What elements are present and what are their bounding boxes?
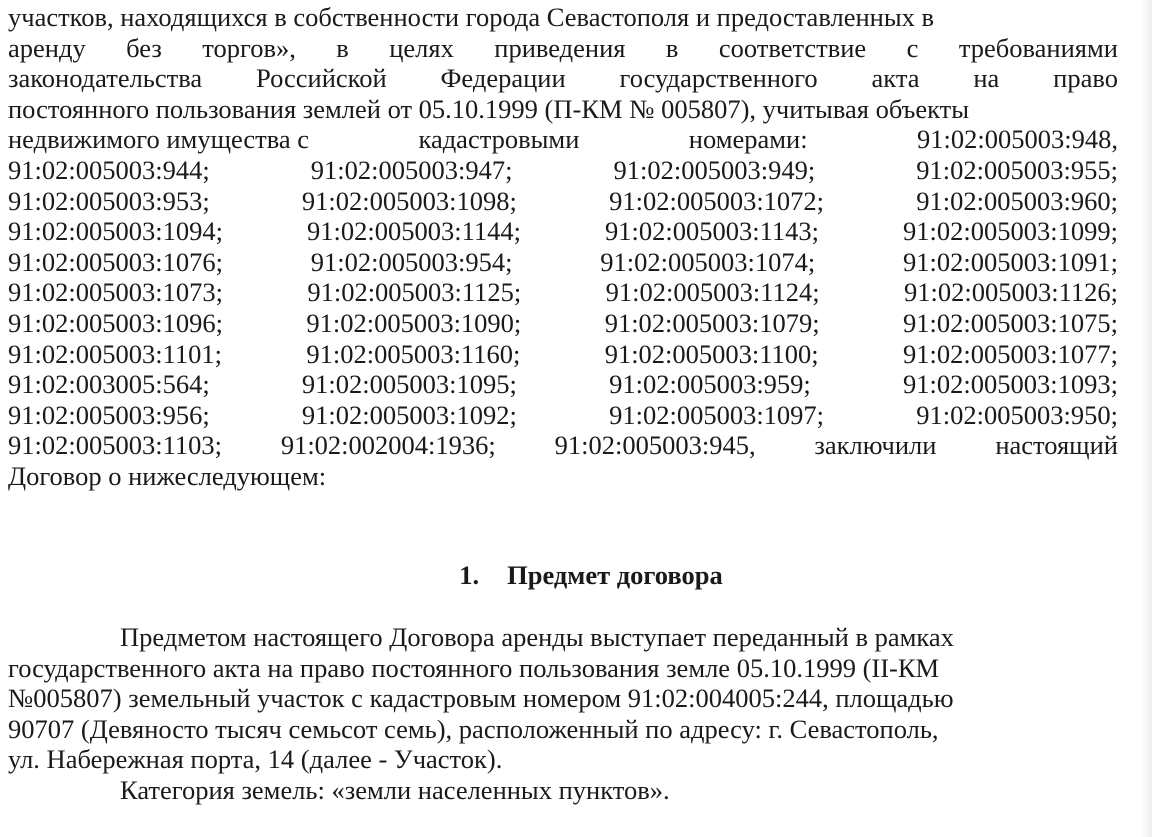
word: государственного: [619, 63, 818, 94]
cadastral-number: 91:02:003005:564;: [8, 369, 210, 400]
intro-line-1: участков, находящихся в собственности города Севастополя и предоставленных в: [8, 2, 935, 32]
cadastral-number: 91:02:005003:1092;: [301, 399, 517, 430]
word: без: [126, 32, 162, 63]
cadastral-number: 91:02:005003:944;: [8, 154, 210, 185]
cadastral-number: 91:02:005003:1075;: [903, 307, 1118, 338]
cadastral-number: 91:02:005003:1077;: [903, 338, 1118, 369]
cadastral-row: [8, 308, 1118, 339]
cadastral-row: [8, 369, 1118, 400]
word: заключили: [814, 430, 937, 461]
cadastral-number: 91:02:005003:953;: [8, 185, 210, 216]
cadastral-number: 91:02:005003:950;: [916, 399, 1118, 430]
cadastral-number: 91:02:005003:1098;: [301, 185, 517, 216]
cadastral-number: 91:02:005003:1160;: [306, 338, 521, 369]
cadastral-number: 91:02:005003:947;: [310, 154, 513, 185]
cadastral-number: 91:02:005003:949;: [613, 154, 816, 185]
cadastral-row: [8, 247, 1118, 278]
intro-last-row: [8, 430, 1118, 461]
word: акта: [871, 63, 920, 94]
word: 91:02:005003:945,: [554, 430, 756, 461]
cadastral-row: [8, 277, 1118, 308]
land-category: Категория земель: «земли населенных пунктов».: [120, 774, 670, 805]
intro-line-3: [8, 63, 1118, 94]
cadastral-number: 91:02:005003:1144;: [307, 216, 521, 247]
cadastral-number: 91:02:005003:1095;: [301, 369, 517, 400]
word: 91:02:005003:948,: [917, 124, 1118, 155]
cadastral-number: 91:02:005003:1100;: [604, 338, 819, 369]
subject-line-3: №005807) земельный участок с кадастровым номером 91:02:004005:244, площадью: [8, 683, 954, 714]
cadastral-number: 91:02:005003:1101;: [8, 338, 222, 369]
cadastral-number: 91:02:005003:1076;: [8, 246, 223, 277]
word: 91:02:002004:1936;: [280, 430, 496, 461]
section-title: Предмет договора: [507, 560, 723, 590]
cadastral-row: [8, 155, 1118, 186]
word: в: [665, 32, 679, 63]
cadastral-row: [8, 400, 1118, 431]
word: настоящий: [995, 430, 1118, 461]
cadastral-row: [8, 186, 1118, 217]
cadastral-number: 91:02:005003:955;: [916, 154, 1118, 185]
intro-line-4: постоянного пользования землей от 05.10.1999 (П-КМ № 005807), учитывая объекты: [8, 93, 970, 124]
cadastral-number: 91:02:005003:1125;: [307, 277, 522, 308]
cadastral-number: 91:02:005003:956;: [8, 399, 210, 430]
cadastral-number: 91:02:005003:1091;: [903, 246, 1118, 277]
word: Российской: [256, 63, 387, 94]
cadastral-number: 91:02:005003:1143;: [605, 216, 819, 247]
cadastral-number: 91:02:005003:954;: [310, 246, 513, 277]
cadastral-number: 91:02:005003:1094;: [8, 216, 223, 247]
word: кадастровыми: [418, 124, 580, 155]
cadastral-number-list: [8, 155, 1118, 430]
section-number: 1.: [459, 560, 480, 590]
cadastral-number: 91:02:005003:1074;: [600, 246, 816, 277]
cadastral-row: [8, 216, 1118, 247]
cadastral-number: 91:02:005003:960;: [916, 185, 1118, 216]
cadastral-number: 91:02:005003:1099;: [903, 216, 1118, 247]
word: Федерации: [440, 63, 566, 94]
word: законодательства: [8, 63, 203, 94]
word: аренду: [8, 32, 86, 63]
page-edge-shadow: [1142, 0, 1152, 837]
subject-line-2: государственного акта на право постоянного пользования земле 05.10.1999 (II-КМ: [8, 652, 940, 683]
cadastral-number: 91:02:005003:1093;: [903, 369, 1118, 400]
cadastral-number: 91:02:005003:1124;: [605, 277, 820, 308]
word: целях: [389, 32, 454, 63]
cadastral-row: [8, 339, 1118, 370]
intro-paragraph: [8, 2, 1118, 492]
subject-line-1: Предметом настоящего Договора аренды выступает переданный в рамках: [120, 622, 954, 652]
word: на: [973, 63, 1000, 94]
word: 91:02:005003:1103;: [8, 430, 222, 461]
intro-closing: Договор о нижеследующем:: [8, 460, 327, 491]
word: требованиями: [958, 32, 1118, 63]
cadastral-number: 91:02:005003:1090;: [306, 307, 522, 338]
cadastral-number: 91:02:005003:1097;: [609, 399, 825, 430]
subject-paragraph: [8, 622, 1118, 806]
word: торгов»,: [202, 32, 296, 63]
section-heading: [0, 560, 1152, 590]
subject-line-4: 90707 (Девяносто тысяч семьсот семь), расположенный по адресу: г. Севастополь,: [8, 713, 939, 744]
cadastral-number: 91:02:005003:1096;: [8, 307, 223, 338]
cadastral-number: 91:02:005003:1126;: [904, 277, 1118, 308]
intro-line-2: [8, 33, 1118, 64]
word: соответствие: [718, 32, 867, 63]
subject-line-5: ул. Набережная порта, 14 (далее - Участок).: [8, 744, 503, 775]
word: с: [906, 32, 919, 63]
cadastral-number: 91:02:005003:1079;: [604, 307, 820, 338]
word: недвижимого имущества с: [8, 124, 310, 155]
cadastral-number: 91:02:005003:1073;: [8, 277, 223, 308]
word: номерами:: [688, 124, 808, 155]
cadastral-number: 91:02:005003:1072;: [609, 185, 825, 216]
word: приведения: [494, 32, 626, 63]
word: право: [1053, 63, 1118, 94]
intro-line-5: [8, 124, 1118, 155]
cadastral-number: 91:02:005003:959;: [609, 369, 811, 400]
word: в: [336, 32, 349, 63]
